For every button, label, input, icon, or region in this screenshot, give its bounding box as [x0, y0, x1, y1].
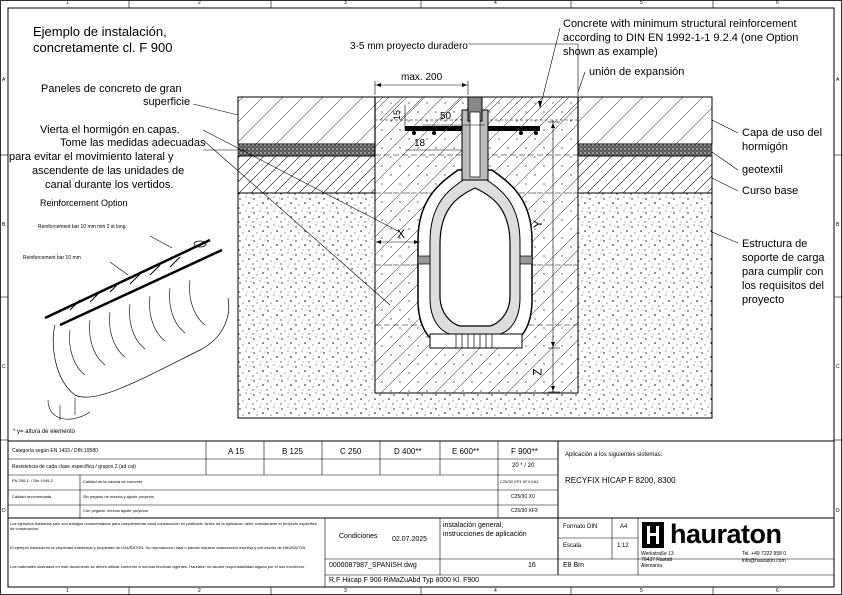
row4-label: Calidad recomendada — [12, 494, 52, 499]
notes-2: El ejemplo ilustrado es la propiedad intelectual y propiedad de HAURATON. Su reproducción total o parcial requiere autorización expresa y por escrito de HAURATON. — [10, 545, 307, 550]
address-2: 76437 Rastatt — [641, 557, 673, 563]
contact-1: Tel. +49 7222 958 0 — [742, 551, 787, 557]
row2-label: Resistencia de cada clase específica / grupos 2 (ad cat) — [12, 464, 136, 470]
sheet-number: 16 — [528, 562, 536, 569]
description-2: instrucciones de aplicación — [443, 531, 527, 538]
row3-value: C25/30 XF3 XF4 XA2 — [500, 479, 539, 484]
title-line-1: Ejemplo de instalación, — [33, 24, 167, 39]
panel-label-2: superficie — [143, 96, 191, 108]
application-value: RECYFIX HICAP F 8200, 8300 — [565, 476, 676, 485]
description-1: instalación general, — [443, 522, 504, 529]
support-label-1: Estructura de — [742, 238, 808, 250]
row2-value: 20 * / 20 — [512, 463, 535, 469]
scale-value: 1:12 — [617, 543, 629, 549]
row3-label: EN 206-1: / Din 1045-2 — [12, 478, 53, 483]
class-d400: D 400** — [394, 447, 422, 456]
reinforcement-label-3: shown as example) — [563, 46, 658, 58]
border-letter-b-right: B — [836, 222, 840, 228]
border-number-4-bottom: 4 — [494, 588, 497, 594]
footnote: * y= altura de elemento — [13, 429, 75, 435]
row4-sub: Sin pegado de mezcla y ajuste proyecto — [83, 494, 154, 499]
class-e600: E 600** — [452, 447, 480, 456]
pour-label-3: para evitar el movimiento lateral y — [9, 151, 174, 163]
wear-label-2: hormigón — [742, 141, 788, 153]
format-label: Formato DIN — [563, 524, 598, 530]
drawing-title: R.F Hiicap F 900 RiMaZuAbd Typ 8000 Kl. F900 — [329, 577, 480, 584]
support-label-3: para cumplir con — [742, 266, 824, 278]
author: E8 Bm — [563, 562, 585, 569]
right-geotextile — [578, 144, 712, 156]
row4-value: C25/30 X0 — [511, 494, 535, 500]
channel-foot — [430, 334, 522, 348]
address-3: Alemania — [641, 563, 662, 569]
pour-label-1: Vierta el hormigón en capas. — [40, 124, 180, 136]
geotextil-label: geotextil — [742, 164, 783, 176]
reinforcement-label-2: according to DIN EN 1992-1-1 9.2.4 (one Option — [563, 32, 799, 44]
scale-label: Escala — [563, 543, 582, 549]
address-1: Werkstraße 13 — [641, 551, 674, 557]
pour-label-4: ascendente de las unidades de — [32, 165, 185, 177]
support-label-5: proyecto — [742, 294, 785, 306]
reinforcement-option-title: Reinforcement Option — [40, 198, 128, 208]
row5-sub: Con pegado, mezcla ajuste proyecto — [83, 508, 148, 513]
right-base-course — [578, 156, 712, 193]
border-letter-a-right: A — [836, 77, 840, 83]
border-number-6-bottom: 6 — [776, 588, 779, 594]
dim-x: X — [397, 227, 406, 241]
reinforcement-label-1: Concrete with minimum structural reinforcement — [563, 18, 797, 30]
base-label: Curso base — [742, 185, 799, 197]
border-number-2-bottom: 2 — [198, 588, 201, 594]
border-number-5: 5 — [640, 0, 643, 6]
border-number-1: 1 — [66, 0, 69, 6]
reinforcement-bar-label-1: Reinforcement bar 10 mm min 2 st long — [38, 224, 126, 230]
left-concrete-panel — [238, 97, 375, 144]
border-letter-d: D — [2, 508, 6, 514]
border-number-3: 3 — [344, 0, 347, 6]
row5-value: C25/30 XF3 — [511, 508, 538, 514]
notes-3: Los materiales ilustrados en este documento se deben utilizar conforme a normas técnicas vigentes. Hauraton no asume responsabilidad alguna por el uso incorrecto. — [10, 564, 306, 569]
border-number-5-bottom: 5 — [640, 588, 643, 594]
conditions-label: Condiciones — [339, 533, 378, 540]
date: 02.07.2025 — [392, 536, 428, 543]
dim-max200: max. 200 — [401, 72, 443, 83]
border-number-4: 4 — [494, 0, 497, 6]
border-number-6: 6 — [776, 0, 779, 6]
notes-1: Los ejemplos ilustrados sólo son trabajos recomendados para complementar cada construcción en particular. Antes de la aplicación debe considerarse el proyecto especifico de construccion — [10, 521, 318, 531]
channel-interior — [440, 188, 510, 326]
border-letter-c: C — [2, 364, 6, 370]
support-label-4: los requisitos del — [742, 280, 824, 292]
company-logo-text: hauraton — [670, 519, 782, 549]
left-base-course — [238, 156, 375, 193]
pour-label-5: canal durante los vertidos. — [45, 179, 174, 191]
format-value: A4 — [620, 524, 628, 530]
contact-2: info@hauraton.com — [742, 558, 786, 564]
panel-label-1: Paneles de concreto de gran — [41, 83, 182, 95]
right-concrete-panel — [578, 97, 712, 144]
border-letter-a: A — [2, 77, 6, 83]
drawing-number: 0000087987_SPANISH.dwg — [329, 562, 417, 569]
dim-z: Z — [530, 368, 545, 376]
pour-label-2: Tome las medidas adecuadas — [60, 137, 206, 149]
left-geotextile — [238, 144, 375, 156]
dim-50: 50 — [440, 111, 452, 122]
joint-label: 3-5 mm proyecto duradero — [350, 41, 468, 52]
dim-15: 15 — [392, 109, 403, 121]
reinforcement-bar-label-2: Reinforcement bar 10 mm — [23, 255, 81, 261]
dim-y: Y — [531, 219, 546, 229]
row3-sub: Calidad de la mezcla de concreto — [83, 479, 143, 484]
class-f900: F 900** — [511, 447, 538, 456]
border-letter-b: B — [2, 222, 6, 228]
class-c250: C 250 — [340, 447, 362, 456]
row1-label: Categoría según EN 1433 / DIN 19580 — [12, 448, 98, 454]
class-b125: B 125 — [282, 447, 303, 456]
expansion-label: unión de expansión — [589, 66, 685, 78]
border-number-3-bottom: 3 — [344, 588, 347, 594]
wear-label-1: Capa de uso del — [742, 127, 823, 139]
application-title: Aplicación a los siguientes sistemas: — [565, 452, 663, 458]
dim-18: 18 — [414, 138, 426, 149]
border-letter-d-right: D — [836, 508, 840, 514]
title-line-2: concretamente cl. F 900 — [33, 40, 173, 55]
border-letter-c-right: C — [836, 364, 840, 370]
border-number-2: 2 — [198, 0, 201, 6]
class-a15: A 15 — [228, 447, 245, 456]
border-number-1-bottom: 1 — [66, 588, 69, 594]
support-label-2: soporte de carga — [742, 252, 825, 264]
